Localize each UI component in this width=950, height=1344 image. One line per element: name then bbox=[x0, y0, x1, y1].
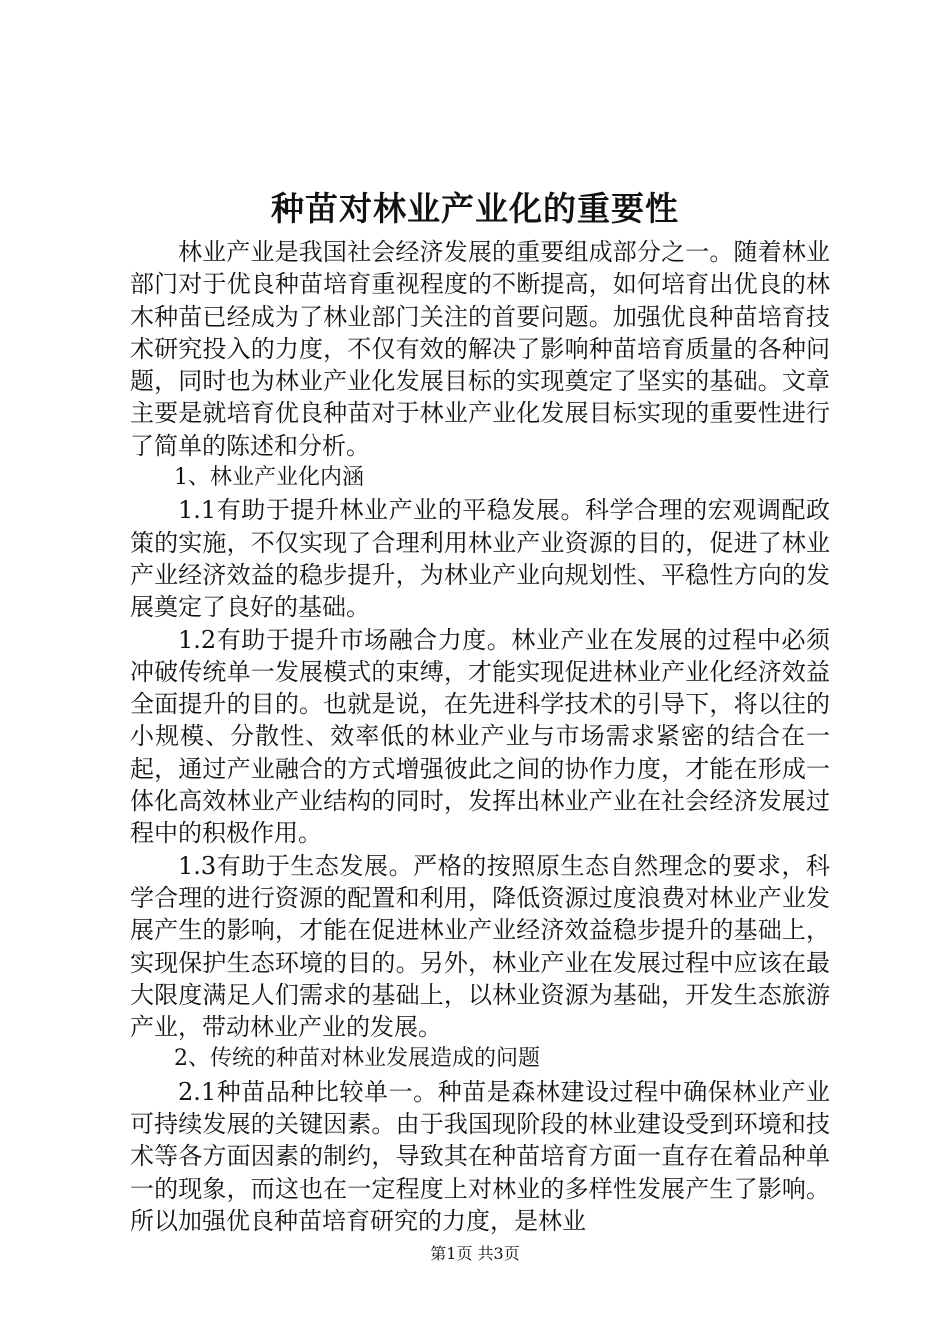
paragraph-2-1: 2.1种苗品种比较单一。种苗是森林建设过程中确保林业产业可持续发展的关键因素。由于我国现阶段的林业建设受到环境和技术等各方面因素的制约，导致其在种苗培育方面一直存在着品种单一的现象，而这也在一定程度上对林业的多样性发展产生了影响。所以加强优良种苗培育研究的力度，是林业 bbox=[130, 1077, 830, 1235]
document-title: 种苗对林业产业化的重要性 bbox=[271, 189, 679, 228]
paragraph-1-1: 1.1有助于提升林业产业的平稳发展。科学合理的宏观调配政策的实施，不仅实现了合理利用林业产业资源的目的，促进了林业产业经济效益的稳步提升，为林业产业向规划性、平稳性方向的发展奠定了良好的基础。 bbox=[130, 496, 830, 622]
paragraph-intro: 林业产业是我国社会经济发展的重要组成部分之一。随着林业部门对于优良种苗培育重视程度的不断提高，如何培育出优良的林木种苗已经成为了林业部门关注的首要问题。加强优良种苗培育技术研究投入的力度，不仅有效的解决了影响种苗培育质量的各种问题，同时也为林业产业化发展目标的实现奠定了坚实的基础。文章主要是就培育优良种苗对于林业产业化发展目标实现的重要性进行了简单的陈述和分析。 bbox=[130, 238, 830, 460]
section-heading-1: 1、林业产业化内涵 bbox=[174, 465, 364, 491]
paragraph-1-2: 1.2有助于提升市场融合力度。林业产业在发展的过程中必须冲破传统单一发展模式的束缚，才能实现促进林业产业化经济效益全面提升的目的。也就是说，在先进科学技术的引导下，将以往的小规模、分散性、效率低的林业产业与市场需求紧密的结合在一起，通过产业融合的方式增强彼此之间的协作力度，才能在形成一体化高效林业产业结构的同时，发挥出林业产业在社会经济发展过程中的积极作用。 bbox=[130, 625, 830, 848]
section-heading-2: 2、传统的种苗对林业发展造成的问题 bbox=[174, 1046, 540, 1072]
paragraph-1-3: 1.3有助于生态发展。严格的按照原生态自然理念的要求，科学合理的进行资源的配置和利用，降低资源过度浪费对林业产业发展产生的影响，才能在促进林业产业经济效益稳步提升的基础上，实现保护生态环境的目的。另外，林业产业在发展过程中应该在最大限度满足人们需求的基础上，以林业资源为基础，开发生态旅游产业，带动林业产业的发展。 bbox=[130, 851, 830, 1042]
page-number-footer: 第1页 共3页 bbox=[430, 1244, 520, 1263]
document-body bbox=[130, 236, 830, 1237]
